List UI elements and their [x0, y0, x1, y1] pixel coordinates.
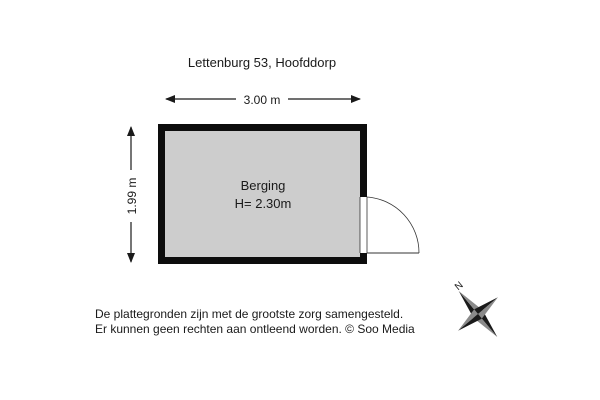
height-dimension-label: 1.99 m	[125, 177, 139, 215]
width-dimension	[166, 93, 360, 107]
height-dimension	[125, 127, 139, 262]
room-floor	[165, 131, 360, 257]
room-name: Berging	[240, 178, 286, 193]
door-swing-arc	[367, 197, 419, 253]
compass-north-label: N	[453, 279, 466, 293]
disclaimer-line-1: De plattegronden zijn met de grootste zorg samengesteld.	[95, 307, 404, 321]
disclaimer-line-2: Er kunnen geen rechten aan ontleend worden. © Soo Media	[95, 322, 415, 336]
compass-rose	[439, 274, 517, 353]
door-opening	[360, 197, 367, 253]
address-title: Lettenburg 53, Hoofddorp	[187, 55, 337, 70]
door	[360, 197, 419, 253]
width-dimension-label: 3.00 m	[243, 93, 281, 107]
room-ceiling-height: H= 2.30m	[234, 196, 292, 211]
